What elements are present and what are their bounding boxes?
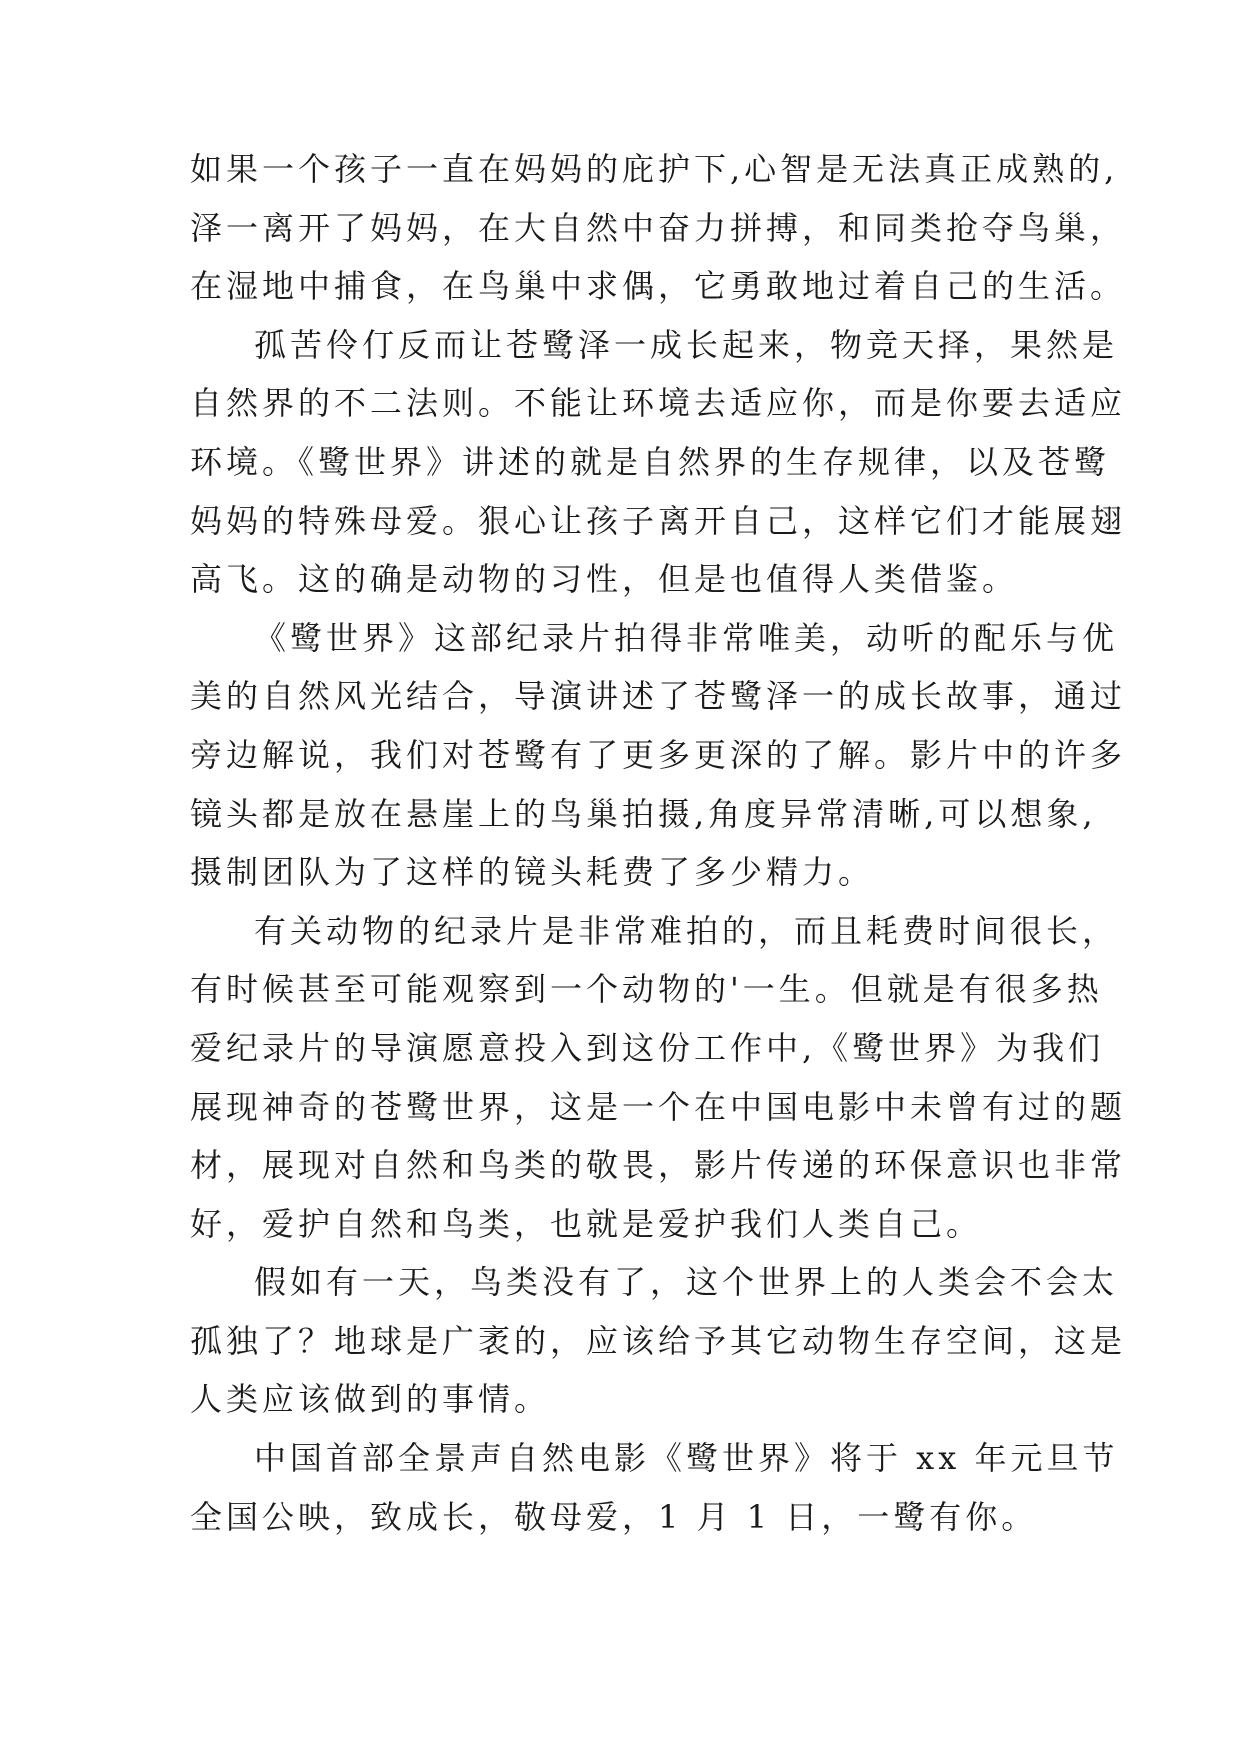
- text-line: 展现神奇的苍鹭世界，这是一个在中国电影中未曾有过的题: [190, 1087, 1127, 1126]
- text-line: 孤独了？地球是广袤的，应该给予其它动物生存空间，这是: [190, 1321, 1127, 1360]
- text-line: 有时候甚至可能观察到一个动物的'一生。但就是有很多热: [190, 970, 1103, 1009]
- text-line: 爱纪录片的导演愿意投入到这份工作中,《鹭世界》为我们: [190, 1028, 1105, 1067]
- text-line: 美的自然风光结合，导演讲述了苍鹭泽一的成长故事，通过: [190, 677, 1127, 716]
- text-line: 全国公映，致成长，敬母爱，1 月 1 日，一鹭有你。: [190, 1497, 1038, 1536]
- text-line: 好，爱护自然和鸟类，也就是爱护我们人类自己。: [190, 1204, 983, 1243]
- document-body: [190, 140, 1127, 1546]
- text-line: 在湿地中捕食，在鸟巢中求偶，它勇敢地过着自己的生活。: [190, 267, 1127, 306]
- text-line: 如果一个孩子一直在妈妈的庇护下,心智是无法真正成熟的,: [190, 150, 1119, 188]
- text-line: 泽一离开了妈妈，在大自然中奋力拼搏，和同类抢夺鸟巢，: [190, 208, 1127, 247]
- text-line: 材，展现对自然和鸟类的敬畏，影片传递的环保意识也非常: [190, 1146, 1127, 1185]
- paragraph-first-line: 中国首部全景声自然电影《鹭世界》将于 xx 年元旦节: [254, 1439, 1119, 1478]
- text-line: 自然界的不二法则。不能让环境去适应你，而是你要去适应: [190, 384, 1127, 423]
- text-line: 环境。《鹭世界》讲述的就是自然界的生存规律，以及苍鹭: [190, 442, 1111, 481]
- text-line: 妈妈的特殊母爱。狠心让孩子离开自己，这样它们才能展翅: [190, 501, 1127, 540]
- text-line: 镜头都是放在悬崖上的鸟巢拍摄,角度异常清晰,可以想象,: [190, 794, 1097, 833]
- paragraph-first-line: 有关动物的纪录片是非常难拍的，而且耗费时间很长，: [254, 911, 1119, 950]
- paragraph-first-line: 孤苦伶仃反而让苍鹭泽一成长起来，物竞天择，果然是: [254, 325, 1119, 364]
- paragraph-first-line: 假如有一天，鸟类没有了，这个世界上的人类会不会太: [254, 1263, 1119, 1302]
- text-line: 高飞。这的确是动物的习性，但是也值得人类借鉴。: [190, 560, 1019, 599]
- text-line: 摄制团队为了这样的镜头耗费了多少精力。: [190, 853, 875, 892]
- text-line: 旁边解说，我们对苍鹭有了更多更深的了解。影片中的许多: [190, 735, 1127, 774]
- text-line: 人类应该做到的事情。: [190, 1380, 551, 1419]
- paragraph-first-line: 《鹭世界》这部纪录片拍得非常唯美，动听的配乐与优: [254, 618, 1119, 657]
